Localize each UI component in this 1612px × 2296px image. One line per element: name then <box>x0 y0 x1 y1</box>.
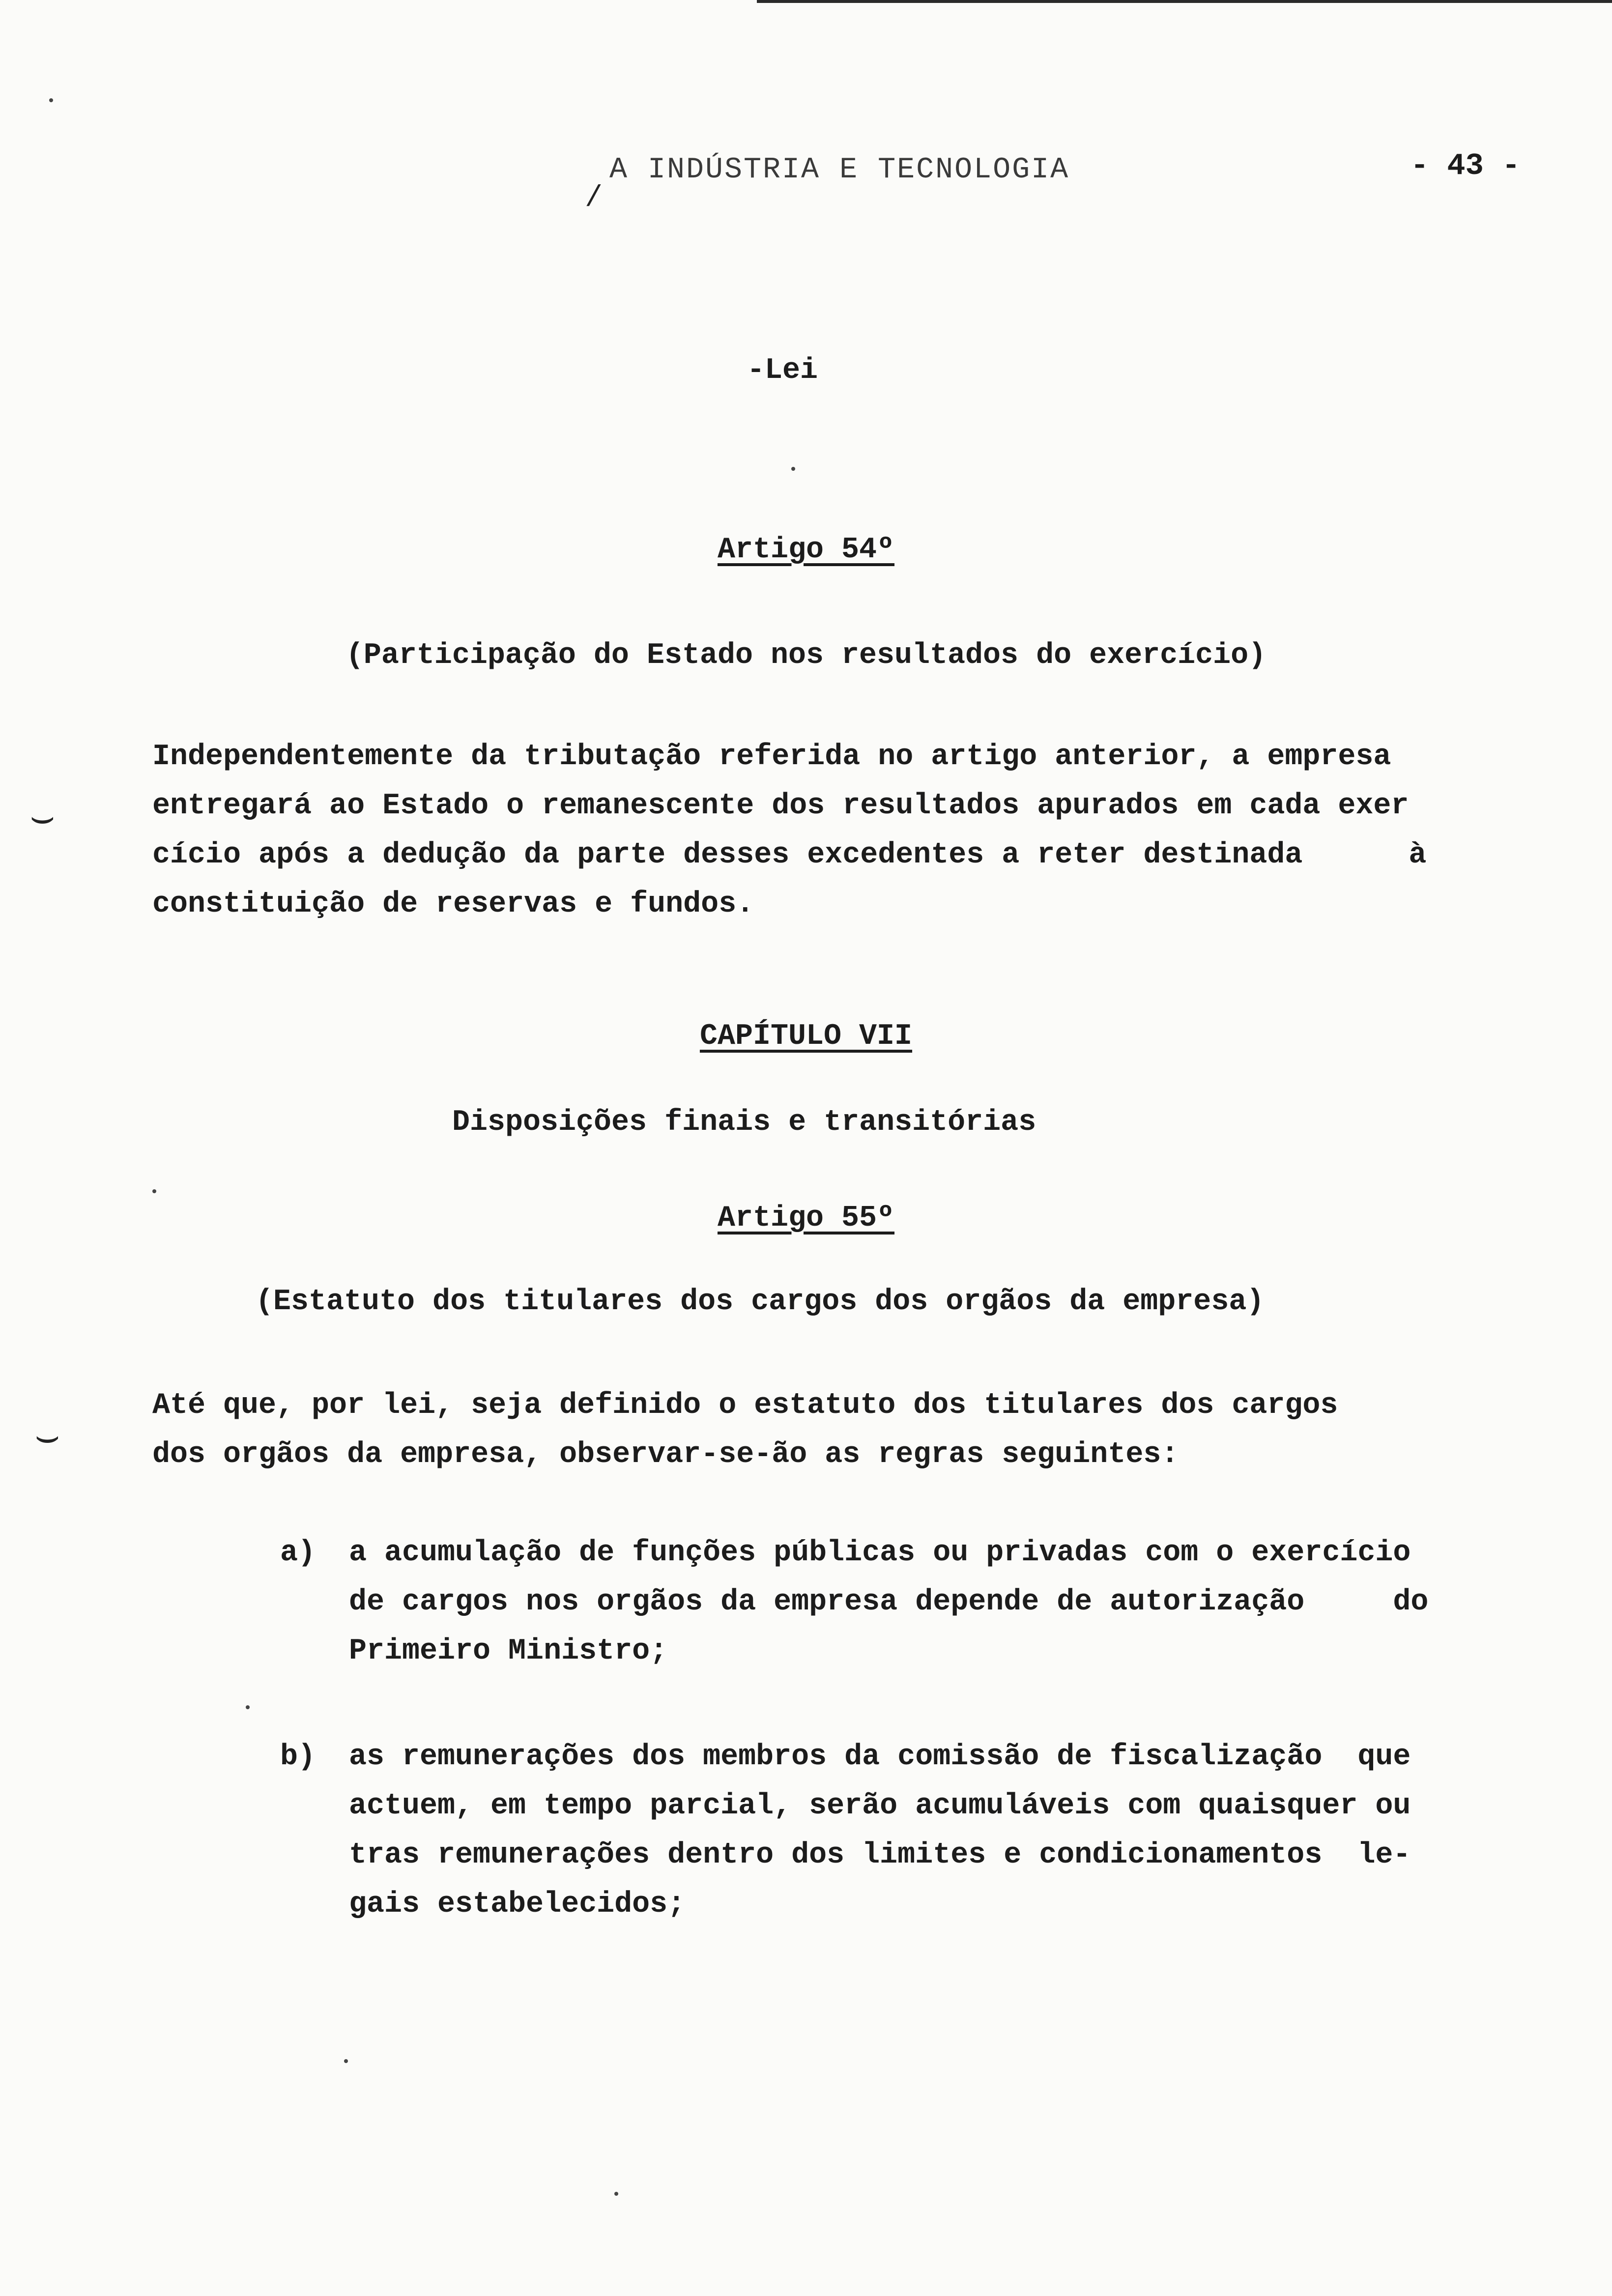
top-border-line <box>757 0 1612 3</box>
list-item-line: as remunerações dos membros da comissão de fiscalização que <box>349 1740 1411 1774</box>
list-item-label: a) <box>280 1536 316 1570</box>
page-number: - 43 - <box>1410 148 1521 183</box>
article-55-intro-line: dos orgãos da empresa, observar-se-ão as regras seguintes: <box>152 1438 1179 1471</box>
article-55-intro <box>152 1381 1548 1479</box>
article-54-title: Artigo 54º <box>717 533 895 567</box>
list-item-line: tras remunerações dentro dos limites e condicionamentos le- <box>349 1838 1411 1872</box>
scan-speck <box>344 2059 348 2063</box>
pencil-slash-mark: / <box>585 182 603 215</box>
list-item-line: de cargos nos orgãos da empresa depende de autorização do <box>349 1585 1429 1619</box>
scan-speck <box>49 98 53 102</box>
chapter-title: CAPÍTULO VII <box>699 1020 913 1053</box>
chapter-subtitle: Disposições finais e transitórias <box>452 1106 1036 1139</box>
article-55-intro-line: Até que, por lei, seja definido o estatuto dos titulares dos cargos <box>152 1389 1338 1422</box>
article-54-line: constituição de reservas e fundos. <box>152 888 754 921</box>
article-55-subtitle: (Estatuto dos titulares dos cargos dos orgãos da empresa) <box>256 1285 1265 1319</box>
scan-speck <box>246 1705 250 1709</box>
list-item-line: Primeiro Ministro; <box>349 1635 668 1668</box>
article-54-line: cício após a dedução da parte desses excedentes a reter destinada à <box>152 838 1427 872</box>
article-54-line: entregará ao Estado o remanescente dos resultados apurados em cada exer <box>152 789 1409 823</box>
margin-tick-mark: ⌣ <box>34 1416 60 1461</box>
article-54-subtitle: (Participação do Estado nos resultados do exercício) <box>345 639 1267 672</box>
article-55-title: Artigo 55º <box>717 1202 895 1235</box>
lei-label: -Lei <box>747 354 818 387</box>
list-item-line: a acumulação de funções públicas ou privadas com o exercício <box>349 1536 1411 1570</box>
list-item-line: actuem, em tempo parcial, serão acumuláveis com quaisquer ou <box>349 1789 1411 1823</box>
list-item-text <box>349 1732 1548 1929</box>
scan-speck <box>152 1189 156 1193</box>
list-item-line: gais estabelecidos; <box>349 1888 686 1921</box>
scan-speck <box>614 2192 618 2196</box>
article-54-line: Independentemente da tributação referida no artigo anterior, a empresa <box>152 740 1391 774</box>
running-header-title: A INDÚSTRIA E TECNOLOGIA <box>609 153 1070 187</box>
list-item-text <box>349 1528 1548 1676</box>
scan-speck <box>791 467 795 471</box>
list-item-label: b) <box>280 1740 316 1774</box>
margin-tick-mark: ⌣ <box>29 797 56 842</box>
article-54-body <box>152 732 1548 929</box>
